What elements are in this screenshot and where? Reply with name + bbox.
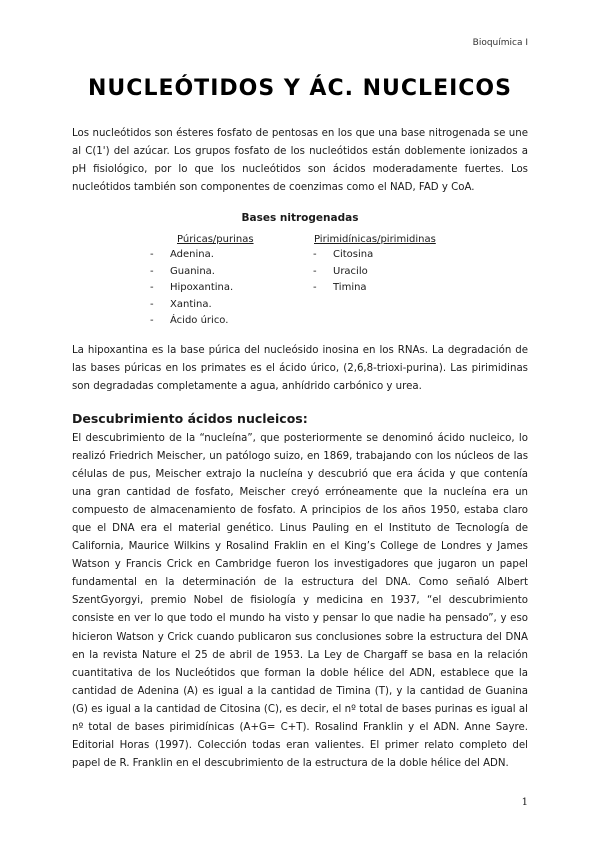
running-header: Bioquímica I: [472, 38, 528, 48]
intro-paragraph: Los nucleótidos son ésteres fosfato de pentosas en los que una base nitrogenada se une al C(1') del azúcar. Los grupos fosfato de los nucleótidos están doblemente ionizados a pH fisiológico, por lo que los nucleótidos son ácidos moderadamente fuertes. Los nucleótidos también son componentes de coenzimas como el NAD, FAD y CoA.: [72, 128, 528, 193]
purines-column: [150, 232, 254, 330]
pyrimidines-header: Pirimidínicas/pirimidinas: [314, 234, 436, 245]
pyrimidines-column: [313, 232, 436, 297]
list-item: - Timina: [313, 282, 367, 294]
list-item: - Citosina: [313, 249, 374, 260]
bases-title: Bases nitrogenadas: [241, 212, 359, 224]
discovery-heading: Descubrimiento ácidos nucleicos:: [72, 411, 308, 426]
hipoxantina-paragraph: La hipoxantina es la base púrica del nucleósido inosina en los RNAs. La degradación de las bases púricas en los primates es el ácido úrico, (2,6,8-trioxi-purina). Las pirimidinas son degradadas completamente a agua, anhídrido carbónico y urea.: [72, 345, 528, 392]
list-item: - Adenina.: [150, 249, 214, 260]
page-number: 1: [521, 797, 528, 808]
purines-list: [150, 247, 254, 330]
list-item: - Uracilo: [313, 265, 368, 277]
list-item: - Ácido úrico.: [150, 315, 229, 327]
discovery-paragraph: El descubrimiento de la “nucleína”, que posteriormente se denominó ácido nucleico, lo realizó Friedrich Meischer, un patólogo suizo, en 1869, trabajando con los núcleos de las células de pus, Meischer extrajo la nucleína y descubrió que era ácida y que contenía una gran cantidad de fosfato, Meischer creyó erróneamente que la nucleína era un compuesto de almacenamiento de fosfato. A principios de los años 1950, estaba claro que el DNA era el material genético. Linus Pauling en el Instituto de Tecnología de California, Maurice Wilkins y Rosalind Fraklin en el King’s College de Londres y James Watson y Francis Crick en Cambridge fueron los investigadores que jugaron un papel fundamental en la determinación de la estructura del DNA. Como señaló Albert SzentGyorgyi, premio Nobel de fisiología y medicina en 1937, “el descubrimiento consiste en ver lo que todo el mundo ha visto y pensar lo que nadie ha pensado”, y eso hicieron Watson y Crick cuando publicaron sus conclusiones sobre la estructura del DNA en la revista Nature el 25 de abril de 1953. La Ley de Chargaff se basa en la relación cuantitativa de los Nucleótidos que forman la doble hélice del ADN, establece que la cantidad de Adenina (A) es igual a la cantidad de Timina (T), y la cantidad de Guanina (G) es igual a la cantidad de Citosina (C), es decir, el nº total de bases purinas es igual al nº total de bases pirimidínicas (A+G= C+T). Rosalind Franklin y el ADN. Anne Sayre. Editorial Horas (1997). Colección todas eran valientes. El primer relato completo del papel de R. Franklin en el descubrimiento de la estructura de la doble hélice del ADN.: [72, 433, 528, 769]
list-item: - Guanina.: [150, 265, 215, 277]
pyrimidines-list: [313, 247, 436, 297]
purines-header: Púricas/purinas: [177, 234, 254, 245]
list-item: - Hipoxantina.: [150, 282, 234, 294]
list-item: - Xantina.: [150, 298, 212, 310]
page-title: NUCLEÓTIDOS Y ÁC. NUCLEICOS: [88, 76, 512, 101]
